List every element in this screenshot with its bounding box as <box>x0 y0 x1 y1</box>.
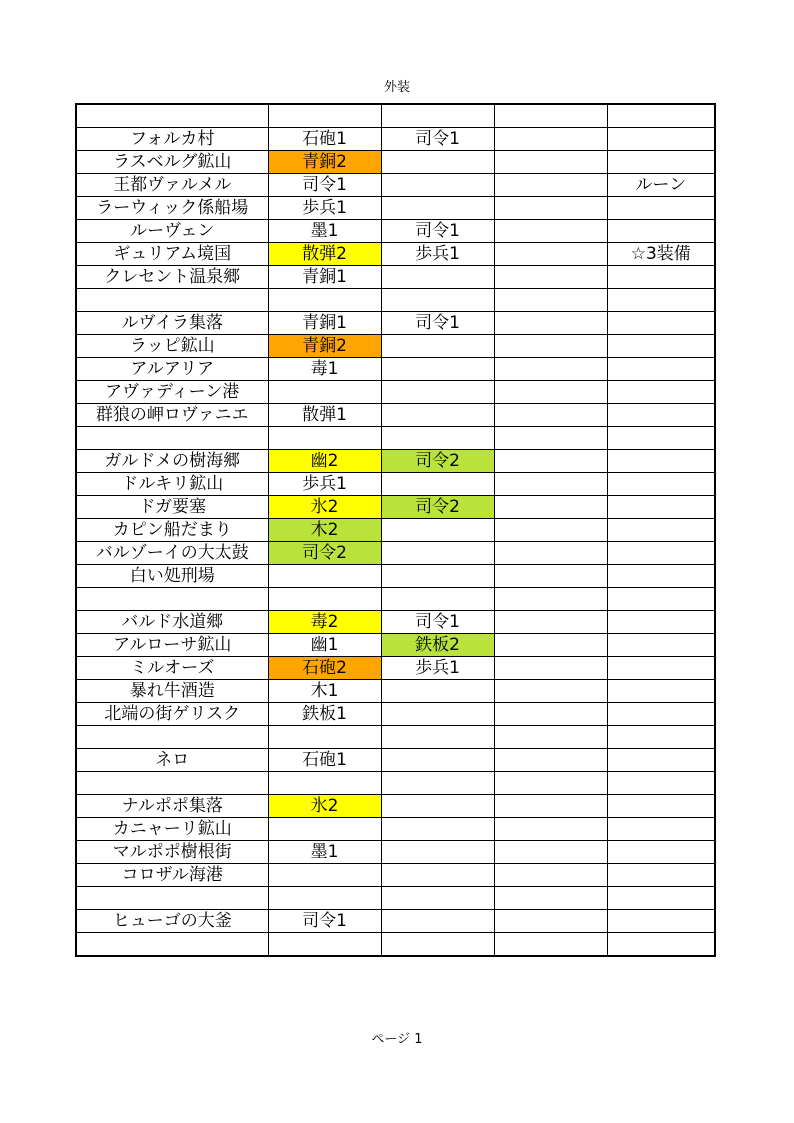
location-cell: バルド水道郷 <box>76 611 268 634</box>
item-cell <box>607 450 715 473</box>
item-cell: 司令2 <box>381 496 494 519</box>
location-cell: カニャーリ鉱山 <box>76 818 268 841</box>
location-cell: ナルポポ集落 <box>76 795 268 818</box>
item-cell: 木2 <box>268 519 381 542</box>
item-cell <box>607 818 715 841</box>
item-cell <box>494 772 607 795</box>
item-cell <box>607 887 715 910</box>
item-cell <box>381 404 494 427</box>
item-cell <box>607 312 715 335</box>
item-cell <box>494 404 607 427</box>
item-cell <box>607 680 715 703</box>
table-row <box>76 887 715 910</box>
spreadsheet-table <box>75 103 716 957</box>
item-cell <box>494 611 607 634</box>
item-cell <box>494 358 607 381</box>
page-footer-number: ページ 1 <box>371 1032 423 1047</box>
location-cell: 暴れ牛酒造 <box>76 680 268 703</box>
item-cell <box>607 197 715 220</box>
item-cell <box>494 220 607 243</box>
item-cell: 青銅2 <box>268 335 381 358</box>
location-cell: ラッピ鉱山 <box>76 335 268 358</box>
location-cell: アヴァディーン港 <box>76 381 268 404</box>
table-row <box>76 565 715 588</box>
item-cell: 幽2 <box>268 450 381 473</box>
location-cell <box>76 289 268 312</box>
item-cell <box>607 220 715 243</box>
location-cell: ミルオーズ <box>76 657 268 680</box>
item-cell <box>607 611 715 634</box>
location-cell: フォルカ村 <box>76 128 268 151</box>
item-cell <box>268 565 381 588</box>
location-cell: ラスベルグ鉱山 <box>76 151 268 174</box>
item-cell <box>494 657 607 680</box>
item-cell <box>494 427 607 450</box>
item-cell <box>494 864 607 887</box>
item-cell: 司令1 <box>381 611 494 634</box>
item-cell <box>494 450 607 473</box>
item-cell <box>268 933 381 957</box>
item-cell <box>494 496 607 519</box>
item-cell <box>381 680 494 703</box>
item-cell <box>607 933 715 957</box>
item-cell: 司令1 <box>381 128 494 151</box>
item-cell: 毒1 <box>268 358 381 381</box>
item-cell <box>607 565 715 588</box>
item-cell <box>381 841 494 864</box>
table-row <box>76 197 715 220</box>
item-cell <box>381 381 494 404</box>
location-cell <box>76 726 268 749</box>
item-cell <box>607 864 715 887</box>
item-cell: 青銅1 <box>268 266 381 289</box>
item-cell: 歩兵1 <box>381 243 494 266</box>
location-cell: クレセント温泉郷 <box>76 266 268 289</box>
table-row <box>76 243 715 266</box>
item-cell <box>381 358 494 381</box>
item-cell <box>494 335 607 358</box>
item-cell: 幽1 <box>268 634 381 657</box>
item-cell <box>607 588 715 611</box>
location-cell <box>76 887 268 910</box>
table-row <box>76 128 715 151</box>
item-cell <box>607 726 715 749</box>
item-cell <box>381 473 494 496</box>
location-cell: 王都ヴァルメル <box>76 174 268 197</box>
table-row <box>76 933 715 957</box>
item-cell <box>381 864 494 887</box>
item-cell: 墨1 <box>268 220 381 243</box>
item-cell <box>381 703 494 726</box>
item-cell: 氷2 <box>268 795 381 818</box>
item-cell <box>607 266 715 289</box>
item-cell <box>607 772 715 795</box>
location-cell: カピン船だまり <box>76 519 268 542</box>
item-cell <box>494 381 607 404</box>
table-row <box>76 726 715 749</box>
item-cell <box>607 289 715 312</box>
item-cell: 石砲1 <box>268 749 381 772</box>
table-row <box>76 473 715 496</box>
item-cell <box>494 542 607 565</box>
item-cell <box>494 910 607 933</box>
item-cell <box>268 289 381 312</box>
item-cell: 歩兵1 <box>381 657 494 680</box>
location-cell: ルヴイラ集落 <box>76 312 268 335</box>
item-cell <box>494 841 607 864</box>
item-cell: 墨1 <box>268 841 381 864</box>
item-cell <box>494 588 607 611</box>
item-cell: 散弾1 <box>268 404 381 427</box>
item-cell <box>607 427 715 450</box>
item-cell <box>381 795 494 818</box>
item-cell <box>381 335 494 358</box>
item-cell <box>381 887 494 910</box>
location-cell: アルローサ鉱山 <box>76 634 268 657</box>
item-cell <box>381 104 494 128</box>
item-cell <box>607 473 715 496</box>
item-cell <box>607 496 715 519</box>
item-cell <box>607 795 715 818</box>
item-cell <box>381 542 494 565</box>
item-cell: 司令1 <box>268 910 381 933</box>
table-row <box>76 104 715 128</box>
location-cell: 群狼の岬ロヴァニエ <box>76 404 268 427</box>
location-cell: アルアリア <box>76 358 268 381</box>
table-row <box>76 680 715 703</box>
item-cell: ☆3装備 <box>607 243 715 266</box>
item-cell <box>381 565 494 588</box>
table-row <box>76 358 715 381</box>
table-row <box>76 795 715 818</box>
item-cell <box>381 772 494 795</box>
item-cell <box>494 104 607 128</box>
item-cell <box>268 104 381 128</box>
table-row <box>76 496 715 519</box>
item-cell <box>494 151 607 174</box>
item-cell <box>381 749 494 772</box>
table-row <box>76 542 715 565</box>
item-cell: 氷2 <box>268 496 381 519</box>
table-row <box>76 266 715 289</box>
table-row <box>76 174 715 197</box>
item-cell <box>494 473 607 496</box>
location-cell <box>76 104 268 128</box>
location-cell <box>76 772 268 795</box>
item-cell <box>607 404 715 427</box>
location-cell: ドガ要塞 <box>76 496 268 519</box>
location-cell <box>76 933 268 957</box>
item-cell <box>607 151 715 174</box>
table-row <box>76 519 715 542</box>
item-cell: 石砲1 <box>268 128 381 151</box>
table-row <box>76 381 715 404</box>
item-cell <box>381 427 494 450</box>
item-cell <box>494 519 607 542</box>
item-cell <box>607 542 715 565</box>
page-header-title: 外装 <box>383 80 410 95</box>
location-cell: ドルキリ鉱山 <box>76 473 268 496</box>
item-cell <box>268 818 381 841</box>
item-cell <box>607 657 715 680</box>
item-cell <box>268 772 381 795</box>
item-cell: 司令2 <box>381 450 494 473</box>
item-cell <box>607 634 715 657</box>
item-cell <box>494 749 607 772</box>
location-cell: コロザル海港 <box>76 864 268 887</box>
table-row <box>76 749 715 772</box>
item-cell <box>381 726 494 749</box>
item-cell <box>494 565 607 588</box>
table-row <box>76 588 715 611</box>
item-cell: 司令1 <box>268 174 381 197</box>
table-row <box>76 611 715 634</box>
item-cell: 司令1 <box>381 312 494 335</box>
location-cell <box>76 427 268 450</box>
item-cell <box>607 358 715 381</box>
item-cell <box>494 128 607 151</box>
item-cell <box>268 864 381 887</box>
item-cell: 鉄板2 <box>381 634 494 657</box>
location-cell: ラーウィック係船場 <box>76 197 268 220</box>
item-cell <box>494 795 607 818</box>
table-row <box>76 335 715 358</box>
item-cell <box>494 887 607 910</box>
item-cell <box>268 588 381 611</box>
item-cell <box>607 381 715 404</box>
table-row <box>76 864 715 887</box>
location-cell: ヒューゴの大釜 <box>76 910 268 933</box>
table-body <box>76 104 715 956</box>
location-cell: マルポポ樹根街 <box>76 841 268 864</box>
item-cell <box>381 197 494 220</box>
item-cell <box>268 381 381 404</box>
item-cell: 石砲2 <box>268 657 381 680</box>
location-cell: ネロ <box>76 749 268 772</box>
table-row <box>76 841 715 864</box>
item-cell <box>381 818 494 841</box>
item-cell <box>494 174 607 197</box>
item-cell <box>381 289 494 312</box>
table-row <box>76 818 715 841</box>
item-cell <box>494 726 607 749</box>
item-cell <box>607 104 715 128</box>
item-cell <box>607 749 715 772</box>
item-cell: 木1 <box>268 680 381 703</box>
location-cell: ガルドメの樹海郷 <box>76 450 268 473</box>
item-cell <box>494 818 607 841</box>
item-cell <box>607 910 715 933</box>
item-cell <box>381 933 494 957</box>
item-cell <box>381 151 494 174</box>
item-cell <box>494 312 607 335</box>
item-cell: 青銅2 <box>268 151 381 174</box>
table-row <box>76 312 715 335</box>
item-cell <box>494 197 607 220</box>
table-row <box>76 404 715 427</box>
table-row <box>76 450 715 473</box>
item-cell <box>607 128 715 151</box>
item-cell: 司令1 <box>381 220 494 243</box>
location-cell: 北端の街ゲリスク <box>76 703 268 726</box>
item-cell <box>381 519 494 542</box>
table-row <box>76 703 715 726</box>
item-cell <box>494 680 607 703</box>
item-cell <box>381 910 494 933</box>
location-cell <box>76 588 268 611</box>
table-row <box>76 427 715 450</box>
item-cell: 鉄板1 <box>268 703 381 726</box>
item-cell <box>494 933 607 957</box>
item-cell <box>268 726 381 749</box>
table-row <box>76 289 715 312</box>
item-cell <box>381 266 494 289</box>
item-cell <box>494 243 607 266</box>
location-cell: 白い処刑場 <box>76 565 268 588</box>
item-cell <box>494 289 607 312</box>
item-cell <box>268 887 381 910</box>
item-cell <box>494 703 607 726</box>
item-cell: 歩兵1 <box>268 197 381 220</box>
table-row <box>76 910 715 933</box>
item-cell <box>268 427 381 450</box>
item-cell <box>494 266 607 289</box>
item-cell: 毒2 <box>268 611 381 634</box>
item-cell: ルーン <box>607 174 715 197</box>
table-row <box>76 634 715 657</box>
table-row <box>76 151 715 174</box>
item-cell: 青銅1 <box>268 312 381 335</box>
location-cell: ルーヴェン <box>76 220 268 243</box>
item-cell <box>607 519 715 542</box>
item-cell: 歩兵1 <box>268 473 381 496</box>
item-cell: 司令2 <box>268 542 381 565</box>
item-cell <box>494 634 607 657</box>
table-row <box>76 772 715 795</box>
table-row <box>76 220 715 243</box>
item-cell <box>607 841 715 864</box>
item-cell <box>607 335 715 358</box>
table-row <box>76 657 715 680</box>
item-cell <box>381 588 494 611</box>
location-cell: バルゾーイの大太鼓 <box>76 542 268 565</box>
item-cell <box>607 703 715 726</box>
location-cell: ギュリアム境国 <box>76 243 268 266</box>
item-cell: 散弾2 <box>268 243 381 266</box>
item-cell <box>381 174 494 197</box>
